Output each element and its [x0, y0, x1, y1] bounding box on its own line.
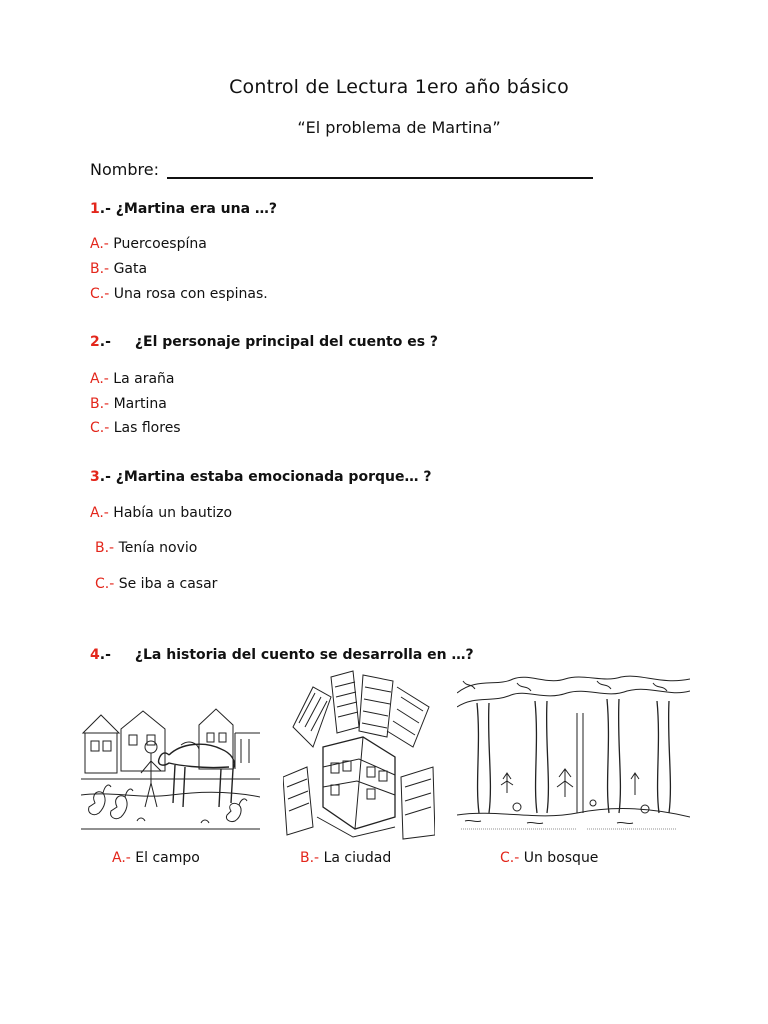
option-letter: C.- [90, 286, 110, 302]
option-text: La ciudad [323, 850, 392, 866]
question-separator: .- [99, 334, 111, 350]
story-title: “El problema de Martina” [297, 118, 501, 137]
page-title: Control de Lectura 1ero año básico [229, 76, 569, 98]
name-blank-line[interactable] [167, 161, 593, 179]
name-field-row [90, 160, 593, 179]
option-letter: B.- [90, 261, 110, 277]
question-separator: .- [99, 469, 111, 485]
question-text: ¿La historia del cuento se desarrolla en …? [134, 647, 474, 663]
option-letter: C.- [95, 576, 115, 592]
option-letter: A.- [90, 505, 109, 521]
option-letter: B.- [90, 396, 110, 412]
question-separator: .- [99, 201, 111, 217]
option-3c[interactable] [95, 576, 217, 592]
option-letter: C.- [500, 850, 520, 866]
question-1 [90, 201, 277, 217]
option-text: Tenía novio [118, 540, 198, 556]
name-label: Nombre: [90, 160, 159, 179]
option-text: La araña [113, 371, 175, 387]
question-3 [90, 469, 431, 485]
caption-b[interactable] [300, 850, 391, 866]
question-number: 4 [90, 647, 100, 663]
option-1c[interactable] [90, 286, 268, 302]
option-letter: B.- [95, 540, 115, 556]
question-4 [90, 647, 474, 663]
caption-a[interactable] [112, 850, 200, 866]
question-separator: .- [99, 647, 111, 663]
question-text: ¿Martina estaba emocionada porque… ? [115, 469, 432, 485]
forest-illustration[interactable] [457, 673, 690, 835]
option-text: Gata [113, 261, 148, 277]
question-text: ¿Martina era una …? [115, 201, 278, 217]
option-1b[interactable] [90, 261, 147, 277]
question-2 [90, 334, 438, 350]
question-number: 2 [90, 334, 100, 350]
option-text: Se iba a casar [118, 576, 218, 592]
question-number: 1 [90, 201, 100, 217]
option-text: Había un bautizo [113, 505, 233, 521]
option-2a[interactable] [90, 371, 175, 387]
option-text: Puercoespína [113, 236, 207, 252]
farm-illustration[interactable] [81, 703, 260, 833]
option-letter: A.- [90, 236, 109, 252]
option-text: Las flores [113, 420, 181, 436]
caption-c[interactable] [500, 850, 598, 866]
city-illustration[interactable] [283, 667, 435, 840]
option-letter: A.- [90, 371, 109, 387]
option-text: Martina [113, 396, 167, 412]
option-letter: B.- [300, 850, 320, 866]
option-text: El campo [135, 850, 200, 866]
option-text: Un bosque [523, 850, 599, 866]
option-text: Una rosa con espinas. [113, 286, 268, 302]
option-3b[interactable] [95, 540, 197, 556]
option-1a[interactable] [90, 236, 207, 252]
option-2b[interactable] [90, 396, 167, 412]
question-number: 3 [90, 469, 100, 485]
option-letter: A.- [112, 850, 131, 866]
option-3a[interactable] [90, 505, 232, 521]
option-2c[interactable] [90, 420, 181, 436]
question-text: ¿El personaje principal del cuento es ? [134, 334, 439, 350]
option-letter: C.- [90, 420, 110, 436]
